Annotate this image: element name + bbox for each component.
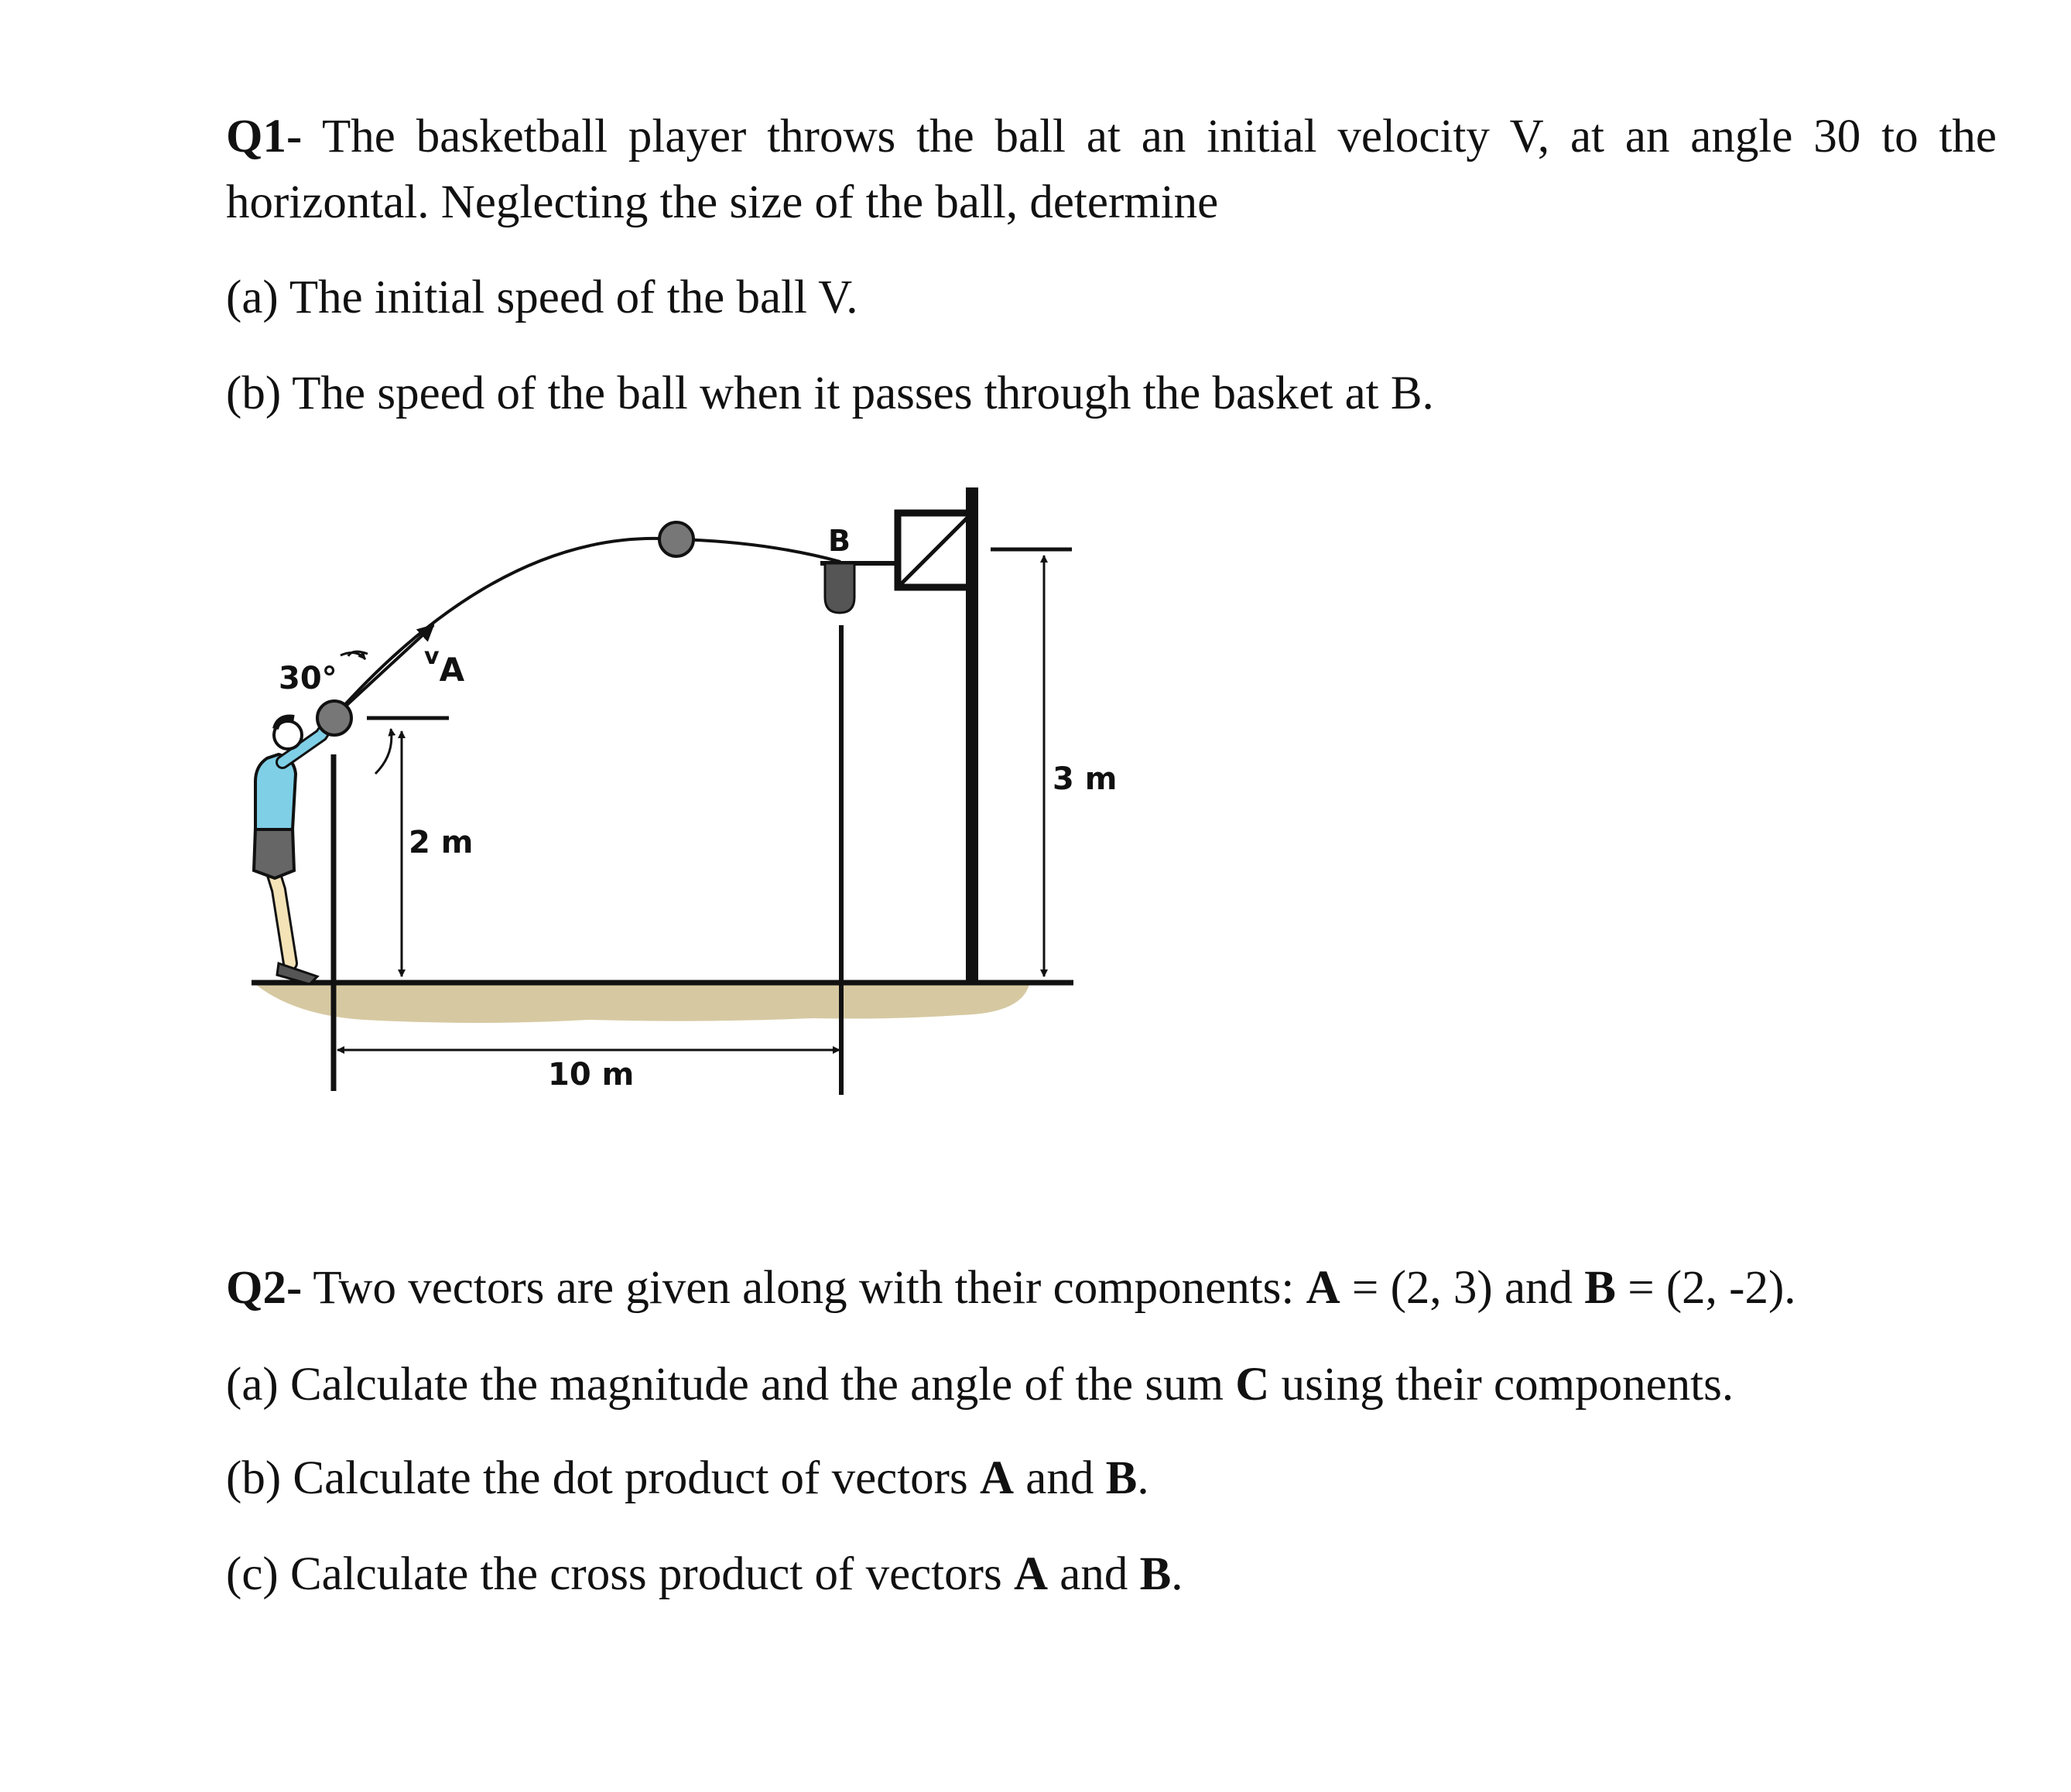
q1-intro-text: The basketball player throws the ball at an initial velocity V, at an angle 30 to the (322, 111, 1997, 162)
q1-part-a: (a) The initial speed of the ball V. (226, 272, 858, 323)
q2-part-c: (c) Calculate the cross product of vectors A and B. (226, 1548, 1183, 1600)
q2-intro: Q2- Two vectors are given along with their components: A = (2, 3) and B = (2, -2). (226, 1262, 1796, 1314)
basket-label: B (828, 524, 851, 558)
q2-part-b: (b) Calculate the dot product of vectors A and B. (226, 1452, 1149, 1504)
q2-number: Q2- (226, 1262, 303, 1314)
basket-net (825, 563, 854, 613)
distance-label: 10 m (548, 1057, 635, 1093)
ball-release (317, 701, 351, 735)
q2-part-a: (a) Calculate the magnitude and the angle of the sum C using their components. (226, 1359, 1734, 1411)
angle-label: 30° (279, 661, 337, 696)
q1-intro-line2: horizontal. Neglecting the size of the ball, determine (226, 176, 1219, 228)
release-height-label: 2 m (409, 825, 474, 860)
velocity-label: $^v$A (424, 643, 465, 689)
q1-part-b: (b) The speed of the ball when it passes through the basket at B. (226, 368, 1434, 419)
vector-a: A (1306, 1262, 1340, 1314)
ball-trajectory (333, 539, 840, 718)
ground-sand (255, 984, 1029, 1023)
velocity-arrow (333, 625, 433, 718)
basket-height-label: 3 m (1053, 761, 1118, 797)
player-figure (254, 718, 329, 984)
q1-number: Q1- (226, 111, 303, 162)
angle-arrow (341, 652, 365, 659)
release-curve-arrow (375, 729, 392, 774)
vector-b: B (1584, 1262, 1616, 1314)
ball-apex (659, 522, 693, 556)
